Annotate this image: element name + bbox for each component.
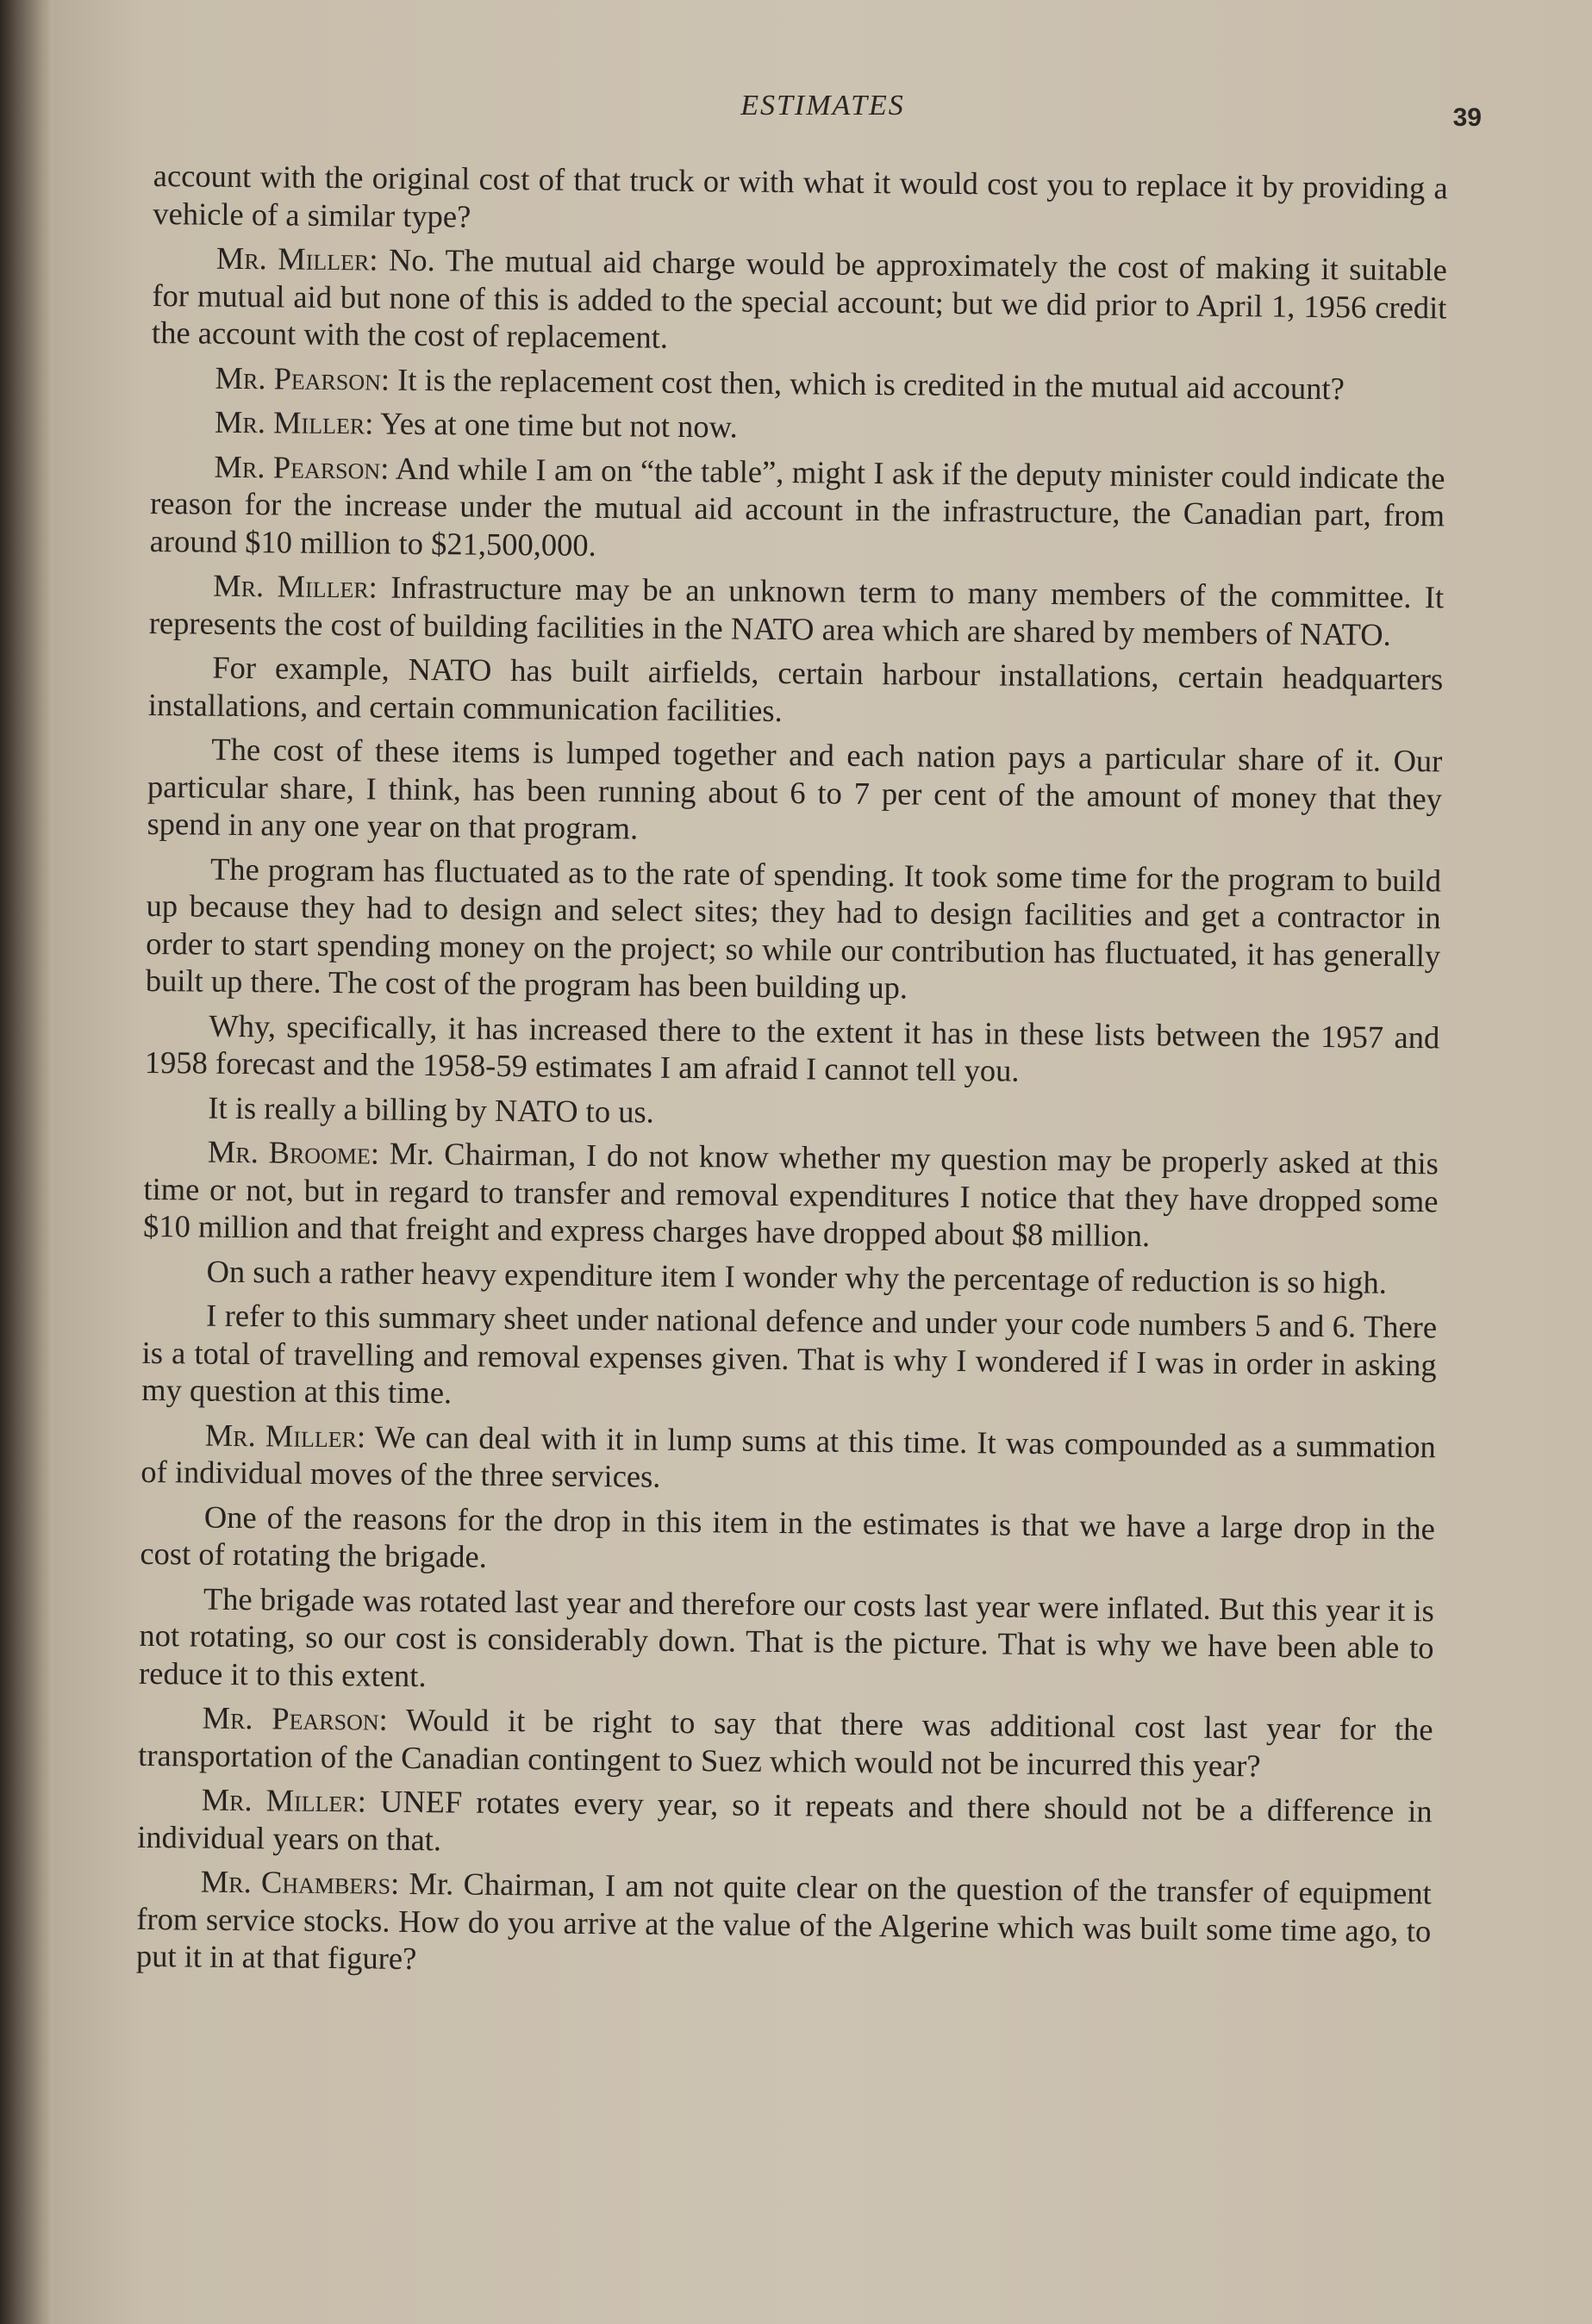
- paragraph: [140, 1497, 1435, 1584]
- paragraph: [144, 1087, 1439, 1137]
- page-body-text: [136, 157, 1448, 1994]
- speaker-name: Mr. Miller:: [201, 1781, 367, 1819]
- paragraph: [138, 1698, 1433, 1785]
- paragraph-text: And while I am on “the table”, might I ask if the deputy minister could indicate the reason for the increase under the mutual aid account in the infrastructure, the Canadian part, from around $10 million to $21,500,000.: [149, 450, 1445, 563]
- paragraph-text: The program has fluctuated as to the rate of spending. It took some time for the program to build up because they had to design and select sites; they had to design facilities and get a contractor in order to start spending money on the project; so while our contribution has fluctuated, it has generally built up there. The cost of the program has been building up.: [145, 850, 1442, 1006]
- paragraph-text: We can deal with it in lump sums at this time. It was compounded as a summation of individual moves of the three services.: [140, 1418, 1436, 1494]
- paragraph: [141, 1296, 1437, 1421]
- paragraph-text: It is really a billing by NATO to us.: [208, 1089, 654, 1130]
- book-page: [53, 0, 1592, 2324]
- running-title: ESTIMATES: [740, 90, 905, 121]
- paragraph-text: No. The mutual aid charge would be approximately the cost of making it suitable for mutual aid but none of this is added to the special account; but we did prior to April 1, 1956 credit the account with the cost of replacement.: [151, 241, 1448, 355]
- speaker-name: Mr. Broome:: [207, 1133, 380, 1171]
- speaker-name: Mr. Pearson:: [202, 1699, 388, 1737]
- paragraph-text: Why, specifically, it has increased there to the extent it has in these lists between the 1957 and 1958 forecast and the 1958-59 estimates I am afraid I cannot tell you.: [144, 1007, 1440, 1088]
- speaker-name: Mr. Pearson:: [214, 448, 390, 486]
- speaker-name: Mr. Miller:: [214, 403, 374, 441]
- speaker-name: Mr. Chambers:: [200, 1863, 400, 1901]
- speaker-name: Mr. Miller:: [204, 1417, 366, 1454]
- paragraph: [150, 446, 1445, 571]
- paragraph: [151, 358, 1445, 408]
- paragraph-text: Mr. Chairman, I am not quite clear on the question of the transfer of equipment from service stocks. How do you arrive at the value of the Algerine which was built some time ago, to put it in at that figure?: [135, 1865, 1432, 1977]
- paragraph: [136, 1862, 1432, 1987]
- paragraph: [146, 849, 1442, 1011]
- paragraph: [152, 239, 1447, 364]
- page-number: 39: [1452, 103, 1482, 132]
- book-spine: [0, 0, 53, 2324]
- paragraph-text: For example, NATO has built airfields, certain harbour installations, certain headquarters installations, and certain communication facilities.: [147, 649, 1444, 728]
- paragraph-text: Yes at one time but not now.: [379, 405, 738, 445]
- paragraph-text: Infrastructure may be an unknown term to many members of the committee. It represents the cost of building facilities in the NATO area which are shared by members of NATO.: [148, 569, 1445, 652]
- paragraph: [147, 730, 1442, 855]
- speaker-name: Mr. Pearson:: [215, 359, 390, 397]
- paragraph-text: account with the original cost of that truck or with what it would cost you to replace it by providing a vehicle of a similar type?: [153, 157, 1448, 234]
- paragraph: [148, 648, 1444, 735]
- paragraph: [153, 157, 1448, 244]
- speaker-name: Mr. Miller:: [213, 567, 378, 605]
- speaker-name: Mr. Miller:: [215, 240, 378, 277]
- paragraph-text: Would it be right to say that there was additional cost last year for the transportation of the Canadian contingent to Suez which would not be incurred this year?: [138, 1701, 1433, 1783]
- paragraph-text: The cost of these items is lumped together and each nation pays a particular share of it. Our particular share, I think, has been running about 6 to 7 per cent of the amount of money that they spend in any one year on that program.: [147, 731, 1443, 846]
- paragraph: [149, 566, 1445, 653]
- paragraph: [139, 1579, 1434, 1704]
- paragraph: [142, 1251, 1437, 1301]
- paragraph: [137, 1780, 1433, 1867]
- paragraph: [145, 1006, 1440, 1093]
- paragraph-text: UNEF rotates every year, so it repeats and there should not be a difference in individual years on that.: [137, 1783, 1433, 1857]
- paragraph-text: I refer to this summary sheet under national defence and under your code numbers 5 and 6. There is a total of travelling and removal expenses given. That is why I wondered if I was in order in asking my question at this time.: [141, 1297, 1438, 1411]
- paragraph-text: On such a rather heavy expenditure item I wonder why the percentage of reduction is so high.: [206, 1253, 1388, 1300]
- paragraph: [151, 402, 1445, 452]
- paragraph-text: The brigade was rotated last year and therefore our costs last year were inflated. But this year it is not rotating, so our cost is considerably down. That is the picture. That is why we have been able to reduce it to this extent.: [138, 1580, 1435, 1693]
- paragraph: [143, 1132, 1439, 1257]
- paragraph: [140, 1415, 1436, 1502]
- paragraph-text: Mr. Chairman, I do not know whether my question may be properly asked at this time or not, but in regard to transfer and removal expenditures I notice that they have dropped some $10 million and that freight and express charges have dropped about $8 million.: [142, 1135, 1439, 1254]
- paragraph-text: One of the reasons for the drop in this item in the estimates is that we have a large drop in the cost of rotating the brigade.: [140, 1498, 1435, 1574]
- paragraph-text: It is the replacement cost then, which is credited in the mutual aid account?: [396, 361, 1345, 406]
